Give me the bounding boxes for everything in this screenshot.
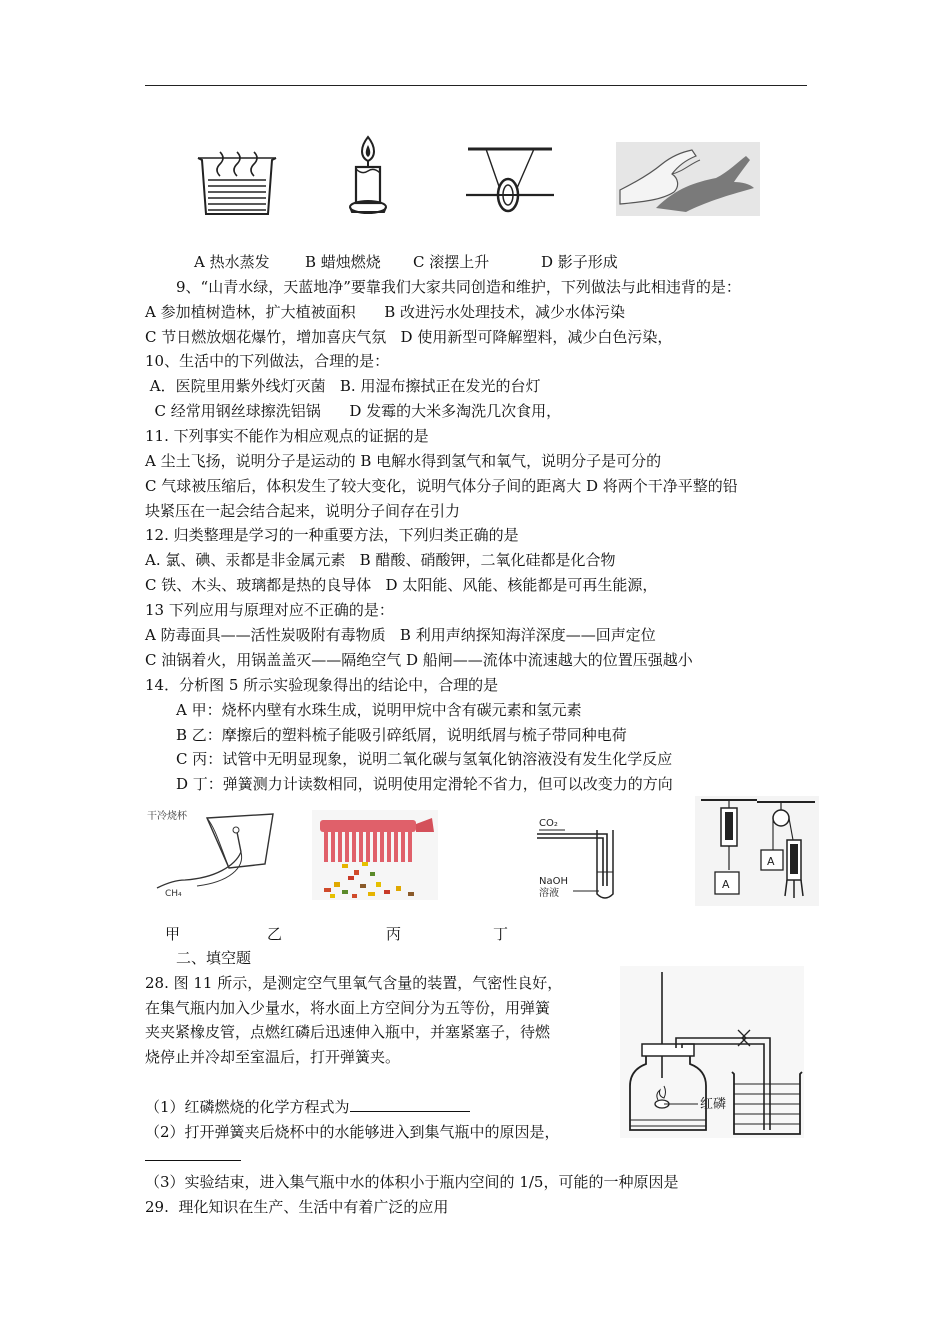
q8-option-c: C 滚摆上升: [413, 253, 490, 271]
figure-bing-test-tube: [535, 808, 635, 902]
fig14-caption-bing: 丙: [386, 925, 402, 943]
q28-line1: 28. 图 11 所示，是测定空气里氧气含量的装置，气密性良好，: [145, 974, 563, 992]
q11-stem: 11. 下列事实不能作为相应观点的证据的是: [145, 427, 429, 445]
q11-option-d-cont: 块紧压在一起会结合起来，说明分子间存在引力: [145, 502, 461, 520]
figure-jia-methane-beaker: [145, 808, 280, 900]
q10-options-cd: C 经常用钢丝球擦洗铝锅 D 发霉的大米多淘洗几次食用，: [145, 402, 562, 420]
q8-option-d: D 影子形成: [541, 253, 618, 271]
q28-line2: 在集气瓶内加入少量水，将水面上方空间分为五等份，用弹簧: [145, 999, 551, 1017]
jia-label: 干冷烧杯: [147, 811, 187, 822]
q29-stem: 29. 理化知识在生产、生活中有着广泛的应用: [145, 1198, 449, 1216]
q9-options-cd: C 节日燃放烟花爆竹，增加喜庆气氛 D 使用新型可降解塑料，减少白色污染，: [145, 328, 673, 346]
q14-option-b: B 乙：摩擦后的塑料梳子能吸引碎纸屑，说明纸屑与梳子带同种电荷: [176, 726, 627, 744]
ch4-label: CH₄: [165, 889, 182, 899]
q12-options-ab: A. 氯、碘、汞都是非金属元素 B 醋酸、硝酸钾，二氧化硅都是化合物: [145, 551, 616, 569]
q28-line3: 夹夹紧橡皮管，点燃红磷后迅速伸入瓶中，并塞紧塞子，待燃: [145, 1023, 551, 1041]
figure-oxygen-content-apparatus: [620, 966, 804, 1138]
q10-options-ab: A．医院里用紫外线灯灭菌 B. 用湿布擦拭正在发光的台灯: [145, 377, 541, 395]
figure-candle: [343, 135, 393, 217]
q10-stem: 10、生活中的下列做法，合理的是：: [145, 352, 390, 370]
q13-options-ab: A 防毒面具——活性炭吸附有毒物质 B 利用声纳探知海洋深度——回声定位: [145, 626, 656, 644]
q28-part1-answer-blank[interactable]: [350, 1097, 470, 1112]
q14-stem: 14．分析图 5 所示实验现象得出的结论中，合理的是: [145, 676, 499, 694]
q8-option-b: B 蜡烛燃烧: [305, 253, 381, 271]
q28-line4: 烧停止并冷却至室温后，打开弹簧夹。: [145, 1048, 401, 1066]
q8-option-a: A 热水蒸发: [194, 253, 270, 271]
figure-maxwell-wheel: [462, 143, 558, 215]
q28-part2: （2）打开弹簧夹后烧杯中的水能够进入到集气瓶中的原因是，: [145, 1123, 560, 1141]
weight-a-label-right: A: [767, 855, 775, 868]
solution-label: 溶液: [539, 888, 559, 899]
red-phosphorus-label: 红磷: [700, 1097, 727, 1112]
naoh-label: NaOH: [539, 876, 568, 887]
fig14-caption-jia: 甲: [165, 925, 181, 943]
q14-option-d: D 丁：弹簧测力计读数相同，说明使用定滑轮不省力，但可以改变力的方向: [176, 775, 673, 793]
q9-options-ab: A 参加植树造林，扩大植被面积 B 改进污水处理技术，减少水体污染: [145, 303, 626, 321]
q9-stem: 9、“山青水绿，天蓝地净”要靠我们大家共同创造和维护，下列做法与此相违背的是：: [176, 278, 741, 296]
q11-option-c: C 气球被压缩后，体积发生了较大变化，说明气体分子间的距离大 D 将两个干净平整的铅: [145, 477, 738, 495]
fig14-caption-yi: 乙: [267, 925, 283, 943]
header-rule: [145, 85, 807, 86]
q12-stem: 12. 归类整理是学习的一种重要方法，下列归类正确的是: [145, 526, 519, 544]
co2-label: CO₂: [539, 818, 558, 829]
q13-options-cd: C 油锅着火，用锅盖盖灭——隔绝空气 D 船闸——流体中流速越大的位置压强越小: [145, 651, 693, 669]
weight-a-label-left: A: [722, 878, 730, 891]
section-title-fill-in: 二、填空题: [176, 949, 252, 967]
q12-options-cd: C 铁、木头、玻璃都是热的良导体 D 太阳能、风能、核能都是可再生能源，: [145, 576, 658, 594]
q28-part1: [145, 1097, 470, 1117]
q28-part1-text: （1）红磷燃烧的化学方程式为: [145, 1098, 350, 1116]
q14-option-a: A 甲：烧杯内壁有水珠生成，说明甲烷中含有碳元素和氢元素: [176, 701, 582, 719]
figure-hot-water-evaporation: [192, 148, 282, 218]
q13-stem: 13 下列应用与原理对应不正确的是：: [145, 601, 394, 619]
figure-ding-pulley: [695, 796, 819, 906]
fig14-caption-ding: 丁: [493, 925, 509, 943]
figure-hand-shadow: [616, 142, 760, 216]
q11-options-ab: A 尘土飞扬，说明分子是运动的 B 电解水得到氢气和氧气，说明分子是可分的: [145, 452, 662, 470]
figure-yi-comb: [312, 810, 438, 900]
q14-option-c: C 丙：试管中无明显现象，说明二氧化碳与氢氧化钠溶液没有发生化学反应: [176, 750, 673, 768]
q28-part2-answer-blank[interactable]: [145, 1146, 241, 1166]
q28-part3: （3）实验结束，进入集气瓶中水的体积小于瓶内空间的 1/5，可能的一种原因是: [145, 1173, 679, 1191]
